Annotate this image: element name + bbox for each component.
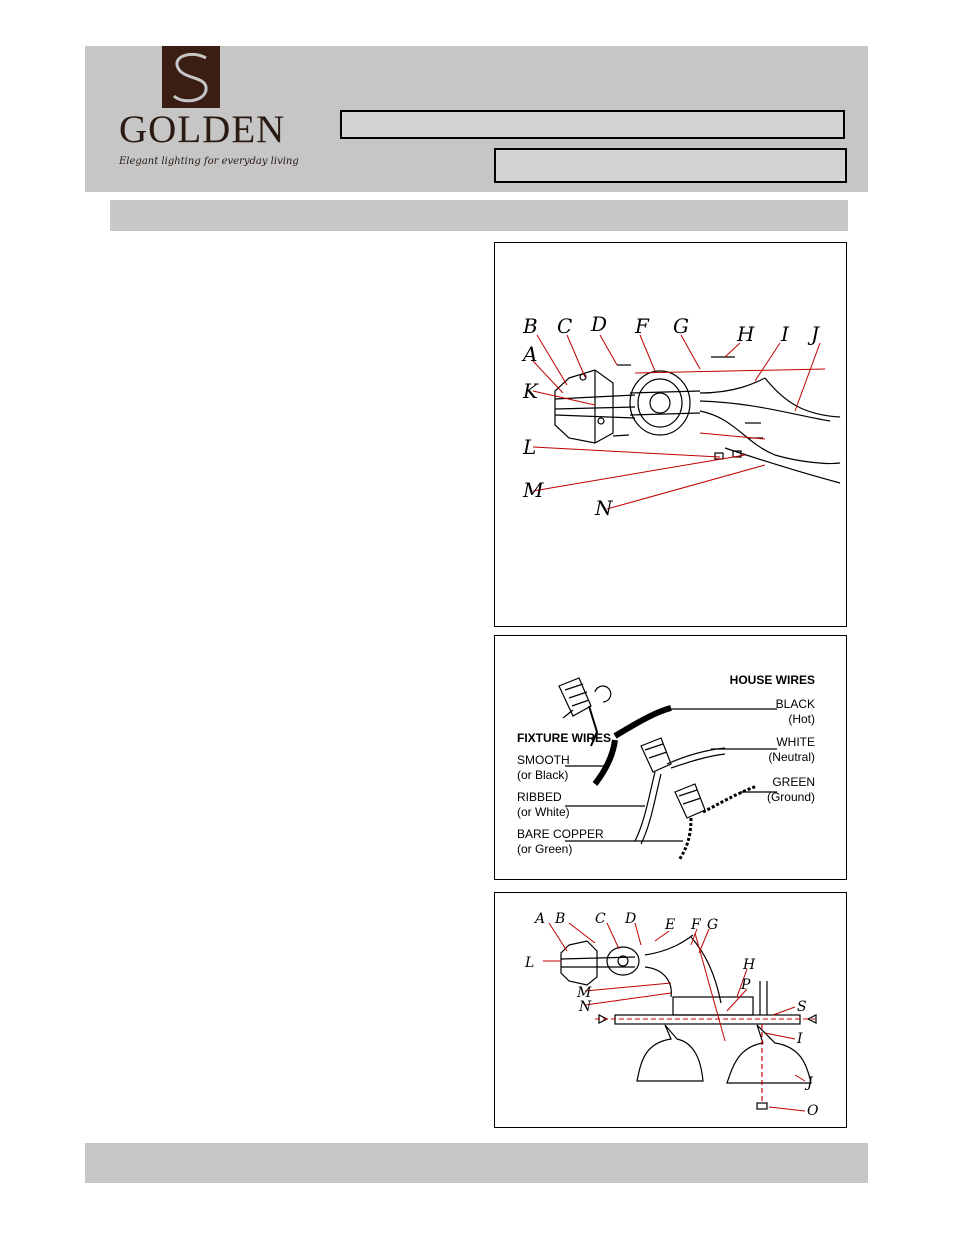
black-wire-label: BLACK [775, 697, 815, 711]
fig3-label-j: J [807, 1075, 813, 1091]
figure-wiring-diagram [494, 635, 847, 880]
fig1-label-l: L [523, 435, 537, 459]
ground-label: (Ground) [766, 790, 815, 804]
fig1-label-c: C [557, 314, 573, 338]
fig3-label-b: B [555, 911, 566, 927]
title-box [340, 110, 845, 139]
fig3-label-a: A [535, 911, 546, 927]
wiring-diagram-drawing [495, 636, 848, 881]
hot-label: (Hot) [788, 712, 815, 726]
header-bar [85, 46, 868, 192]
fig1-label-f: F [635, 314, 649, 338]
fig3-label-o: O [807, 1103, 819, 1119]
fig1-label-n: N [595, 496, 613, 520]
or-black-label: (or Black) [517, 768, 569, 782]
fig3-label-l: L [525, 955, 535, 971]
subtitle-box [494, 148, 847, 183]
fixture-wires-heading: FIXTURE WIRES [517, 731, 612, 745]
figure-assembly-diagram [494, 892, 847, 1128]
fig1-label-g: G [673, 314, 689, 338]
fig3-label-c: C [595, 911, 606, 927]
fig3-label-g: G [707, 917, 719, 933]
figure-mounting-diagram [494, 242, 847, 627]
fig3-label-i: I [797, 1031, 803, 1047]
brand-name: GOLDEN [119, 108, 286, 151]
fig1-label-b: B [523, 314, 538, 338]
white-wire-label: WHITE [776, 735, 815, 749]
fig1-label-i: I [781, 322, 789, 346]
house-wires-heading: HOUSE WIRES [729, 673, 815, 687]
ribbed-wire-label: RIBBED [517, 790, 562, 804]
fig1-label-m: M [523, 478, 544, 502]
logo-swirl-icon [162, 46, 220, 108]
assembly-diagram-drawing [495, 893, 848, 1129]
fig3-label-s: S [797, 999, 807, 1015]
brand-logo [119, 46, 299, 192]
footer-bar [85, 1143, 868, 1183]
fig1-label-h: H [737, 322, 755, 346]
or-white-label: (or White) [517, 805, 570, 819]
fig3-label-d: D [625, 911, 637, 927]
bare-copper-label: BARE COPPER [517, 827, 604, 841]
fig3-label-n: N [579, 999, 592, 1015]
fig3-label-m: M [577, 985, 592, 1001]
brand-logo-mark [162, 46, 220, 108]
brand-tagline: Elegant lighting for everyday living [119, 156, 299, 167]
fig3-label-h: H [743, 957, 756, 973]
fig3-label-f: F [691, 917, 701, 933]
fig3-label-p: P [741, 977, 751, 993]
section-bar [110, 200, 848, 231]
smooth-wire-label: SMOOTH [517, 753, 570, 767]
green-wire-label: GREEN [772, 775, 815, 789]
or-green-label: (or Green) [517, 842, 573, 856]
fig1-label-k: K [523, 379, 538, 403]
fig1-label-j: J [811, 322, 820, 346]
fig3-label-e: E [665, 917, 676, 933]
mounting-diagram-drawing [495, 243, 848, 628]
fig1-label-a: A [523, 342, 538, 366]
neutral-label: (Neutral) [768, 750, 815, 764]
fig1-label-d: D [591, 312, 608, 336]
